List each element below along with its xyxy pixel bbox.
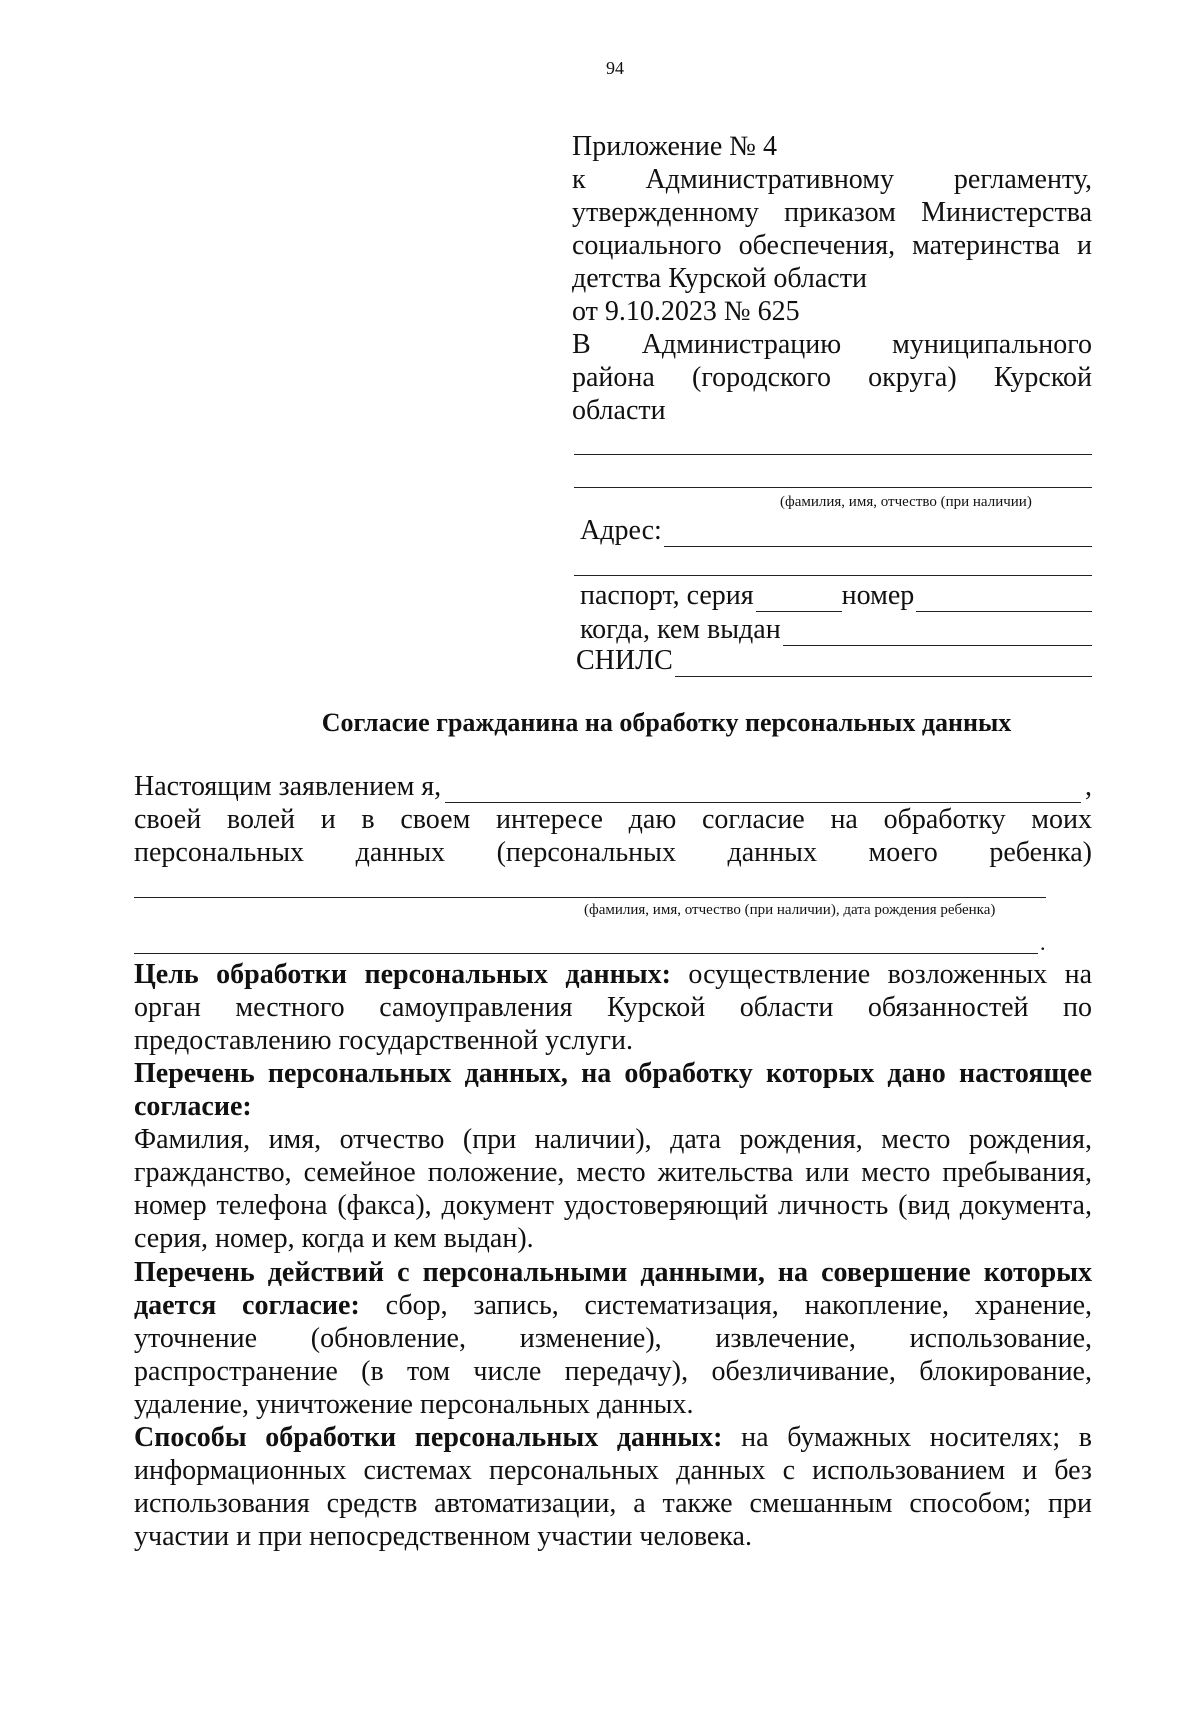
appendix-line: детства Курской области: [572, 263, 867, 294]
consent-text: [134, 803, 1092, 869]
data-list-text: Фамилия, имя, отчество (при наличии), дата рождения, место рождения, гражданство, семейное положение, место жительства или место пребывания, номер телефона (факса), документ удостоверяющий личность (вид документа, серия, номер, когда и кем выдан).: [134, 1124, 1092, 1254]
passport-number-blank[interactable]: [916, 585, 1092, 612]
methods-heading: Способы обработки персональных данных:: [134, 1422, 723, 1453]
data-list-heading: Перечень персональных данных, на обработку которых дано настоящее согласие:: [134, 1058, 1092, 1122]
appendix-line: социального обеспечения, материнства и: [572, 230, 1092, 261]
address-line-2[interactable]: [574, 575, 1092, 576]
address-label: Адрес:: [580, 515, 662, 546]
passport-field[interactable]: [580, 580, 1092, 612]
address-blank[interactable]: [664, 520, 1092, 547]
consent-name-field[interactable]: [134, 770, 1092, 803]
recipient-line: района (городского округа) Курской: [572, 362, 1092, 393]
recipient-block: [572, 328, 1092, 427]
appendix-line: Приложение № 4: [572, 131, 777, 162]
passport-series-blank[interactable]: [756, 585, 842, 612]
snils-label: СНИЛС: [576, 645, 673, 676]
consent-line: своей волей и в своем интересе даю согласие на обработку моих: [134, 804, 1092, 835]
methods-section: [134, 1421, 1092, 1553]
applicant-name-line-1[interactable]: [574, 454, 1092, 455]
purpose-section: [134, 958, 1092, 1057]
appendix-line: от 9.10.2023 № 625: [572, 296, 800, 327]
data-list-section: [134, 1057, 1092, 1255]
child-name-caption: (фамилия, имя, отчество (при наличии), дата рождения ребенка): [584, 902, 996, 918]
recipient-line: области: [572, 395, 666, 426]
purpose-text: осуществление возложенных на орган местного самоуправления Курской области обязанностей по предоставлению государственной услуги.: [134, 959, 1093, 1056]
appendix-block: [572, 130, 1092, 328]
applicant-name-caption: (фамилия, имя, отчество (при наличии): [780, 494, 1032, 510]
consent-end-dot: .: [1040, 930, 1046, 955]
consent-intro-label: Настоящим заявлением я,: [134, 771, 442, 802]
passport-series-label: паспорт, серия: [580, 580, 754, 611]
methods-text: на бумажных носителях; в информационных системах персональных данных с использованием и без использования средств автоматизации, а также смешанным способом; при участии и при непосредственном участии человека.: [134, 1422, 1093, 1552]
actions-section: [134, 1256, 1092, 1421]
issued-blank[interactable]: [783, 619, 1092, 646]
page-number: 94: [606, 58, 624, 78]
consent-line: персональных данных (персональных данных моего ребенка): [134, 837, 1092, 868]
appendix-line: к Административному регламенту,: [572, 164, 1092, 195]
child-name-line-2[interactable]: [134, 953, 1038, 954]
recipient-line: В Администрацию муниципального: [572, 329, 1092, 360]
child-name-line[interactable]: [134, 897, 1046, 898]
issued-label: когда, кем выдан: [580, 614, 781, 645]
actions-text: сбор, запись, систематизация, накопление, хранение, уточнение (обновление, изменение), извлечение, использование, распространение (в том числе передачу), обезличивание, блокирование, удаление, уничтожение персональных данных.: [134, 1290, 1092, 1420]
purpose-heading: Цель обработки персональных данных:: [134, 959, 671, 990]
applicant-name-line-2[interactable]: [574, 487, 1092, 488]
appendix-line: утвержденному приказом Министерства: [572, 197, 1092, 228]
issued-field[interactable]: [580, 614, 1092, 646]
address-field[interactable]: [580, 515, 1092, 547]
actions-heading: Перечень действий с персональными данными, на совершение которых дается согласие:: [134, 1257, 1092, 1321]
consent-comma: ,: [1085, 771, 1092, 802]
consent-name-blank[interactable]: [445, 776, 1081, 803]
snils-field[interactable]: [576, 645, 1092, 677]
snils-blank[interactable]: [675, 650, 1092, 677]
document-title: Согласие гражданина на обработку персональных данных: [321, 708, 1012, 737]
passport-number-label: номер: [841, 580, 915, 611]
